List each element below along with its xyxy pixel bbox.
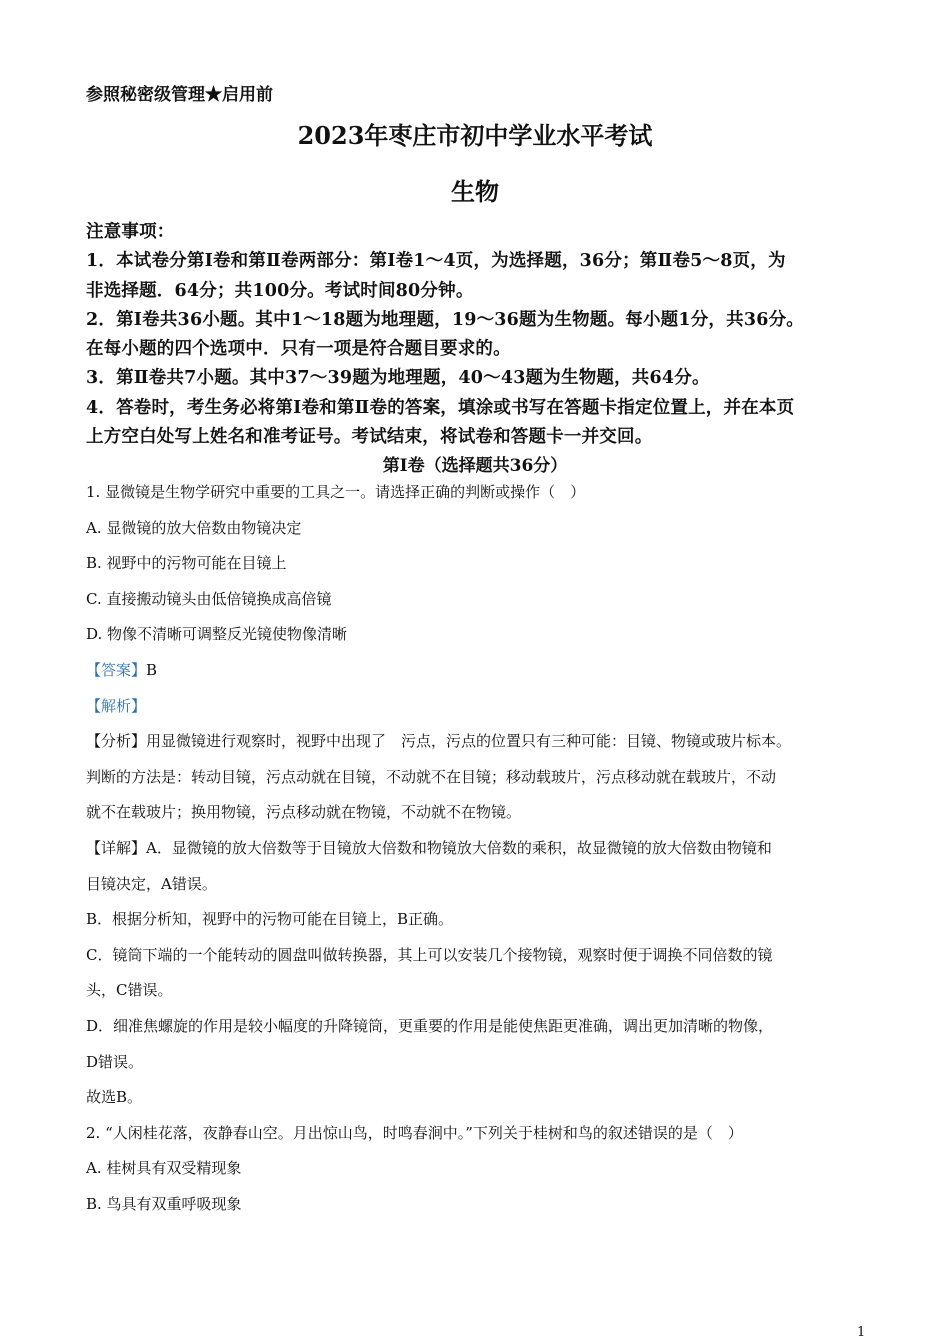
question-2-option-a: A. 桂树具有双受精现象 <box>86 1159 242 1178</box>
detail-line: 目镜决定，A错误。 <box>86 874 217 893</box>
notes-line: 1．本试卷分第Ⅰ卷和第Ⅱ卷两部分：第Ⅰ卷1～4页，为选择题，36分；第Ⅱ卷5～8页，为 <box>86 251 786 272</box>
fenxi-line: 判断的方法是：转动目镜，污点动就在目镜，不动就不在目镜；移动载玻片，污点移动就在载玻片，不动 <box>86 767 777 786</box>
detail-text: A．显微镜的放大倍数等于目镜放大倍数和物镜放大倍数的乘积，故显微镜的放大倍数由物镜和 <box>146 838 772 857</box>
detail-line: D．细准焦螺旋的作用是较小幅度的升降镜筒，更重要的作用是能使焦距更准确，调出更加清晰的物像， <box>86 1016 774 1035</box>
notes-line: 在每小题的四个选项中．只有一项是符合题目要求的。 <box>86 339 511 360</box>
subject-title: 生物 <box>451 177 499 206</box>
question-1-option-d: D. 物像不清晰可调整反光镜使物像清晰 <box>86 625 348 644</box>
notes-line: 上方空白处写上姓名和准考证号。考试结束，将试卷和答题卡一并交回。 <box>86 427 653 448</box>
question-1-option-c: C. 直接搬动镜头由低倍镜换成高倍镜 <box>86 589 332 608</box>
answer-tag: 【答案】 <box>86 660 147 679</box>
fenxi-line: 就不在载玻片；换用物镜，污点移动就在物镜，不动就不在物镜。 <box>86 803 522 822</box>
question-2-option-b: B. 鸟具有双重呼吸现象 <box>86 1194 242 1213</box>
question-1-option-b: B. 视野中的污物可能在目镜上 <box>86 554 287 573</box>
notes-block <box>86 218 876 452</box>
notes-line: 3．第Ⅱ卷共7小题。其中37～39题为地理题，40～43题为生物题，共64分。 <box>86 368 710 389</box>
question-2-stem: 2. “人闲桂花落，夜静春山空。月出惊山鸟，时鸣春涧中。”下列关于桂树和鸟的叙述错误的是（ ） <box>86 1123 743 1142</box>
notes-line: 非选择题．64分；共100分。考试时间80分钟。 <box>86 280 474 301</box>
answer-line <box>86 656 886 692</box>
classified-label: 参照秘密级管理★启用前 <box>86 85 273 105</box>
fenxi-tag: 【分析】 <box>86 732 147 751</box>
question-1-stem: 1. 显微镜是生物学研究中重要的工具之一。请选择正确的判断或操作（ ） <box>86 483 586 501</box>
detail-line <box>86 834 886 870</box>
detail-line: C．镜筒下端的一个能转动的圆盘叫做转换器，其上可以安装几个接物镜，观察时便于调换不同倍数的镜 <box>86 945 773 964</box>
section-title: 第Ⅰ卷（选择题共36分） <box>382 456 568 476</box>
page-number: 1 <box>857 1325 866 1340</box>
notes-line: 2．第Ⅰ卷共36小题。其中1～18题为地理题，19～36题为生物题。每小题1分，共36分。 <box>86 309 804 330</box>
fenxi-line <box>86 727 886 763</box>
question-1-option-a: A. 显微镜的放大倍数由物镜决定 <box>86 518 302 537</box>
answer-value: B <box>146 660 158 679</box>
notes-heading: 注意事项： <box>86 222 175 242</box>
exam-title: 2023年枣庄市初中学业水平考试 <box>297 121 653 150</box>
fenxi-text: 用显微镜进行观察时，视野中出现了 污点，污点的位置只有三种可能：目镜、物镜或玻片标本。 <box>146 732 792 751</box>
question-body <box>86 478 886 1225</box>
detail-line: 故选B。 <box>86 1088 143 1107</box>
detail-tag: 【详解】 <box>86 838 147 857</box>
detail-line: B．根据分析知，视野中的污物可能在目镜上，B正确。 <box>86 910 454 929</box>
detail-line: 头，C错误。 <box>86 981 173 1000</box>
analysis-tag: 【解析】 <box>86 696 147 715</box>
detail-line: D错误。 <box>86 1052 144 1071</box>
notes-line: 4．答卷时，考生务必将第Ⅰ卷和第Ⅱ卷的答案，填涂或书写在答题卡指定位置上，并在本页 <box>86 397 795 418</box>
analysis-line <box>86 692 886 728</box>
